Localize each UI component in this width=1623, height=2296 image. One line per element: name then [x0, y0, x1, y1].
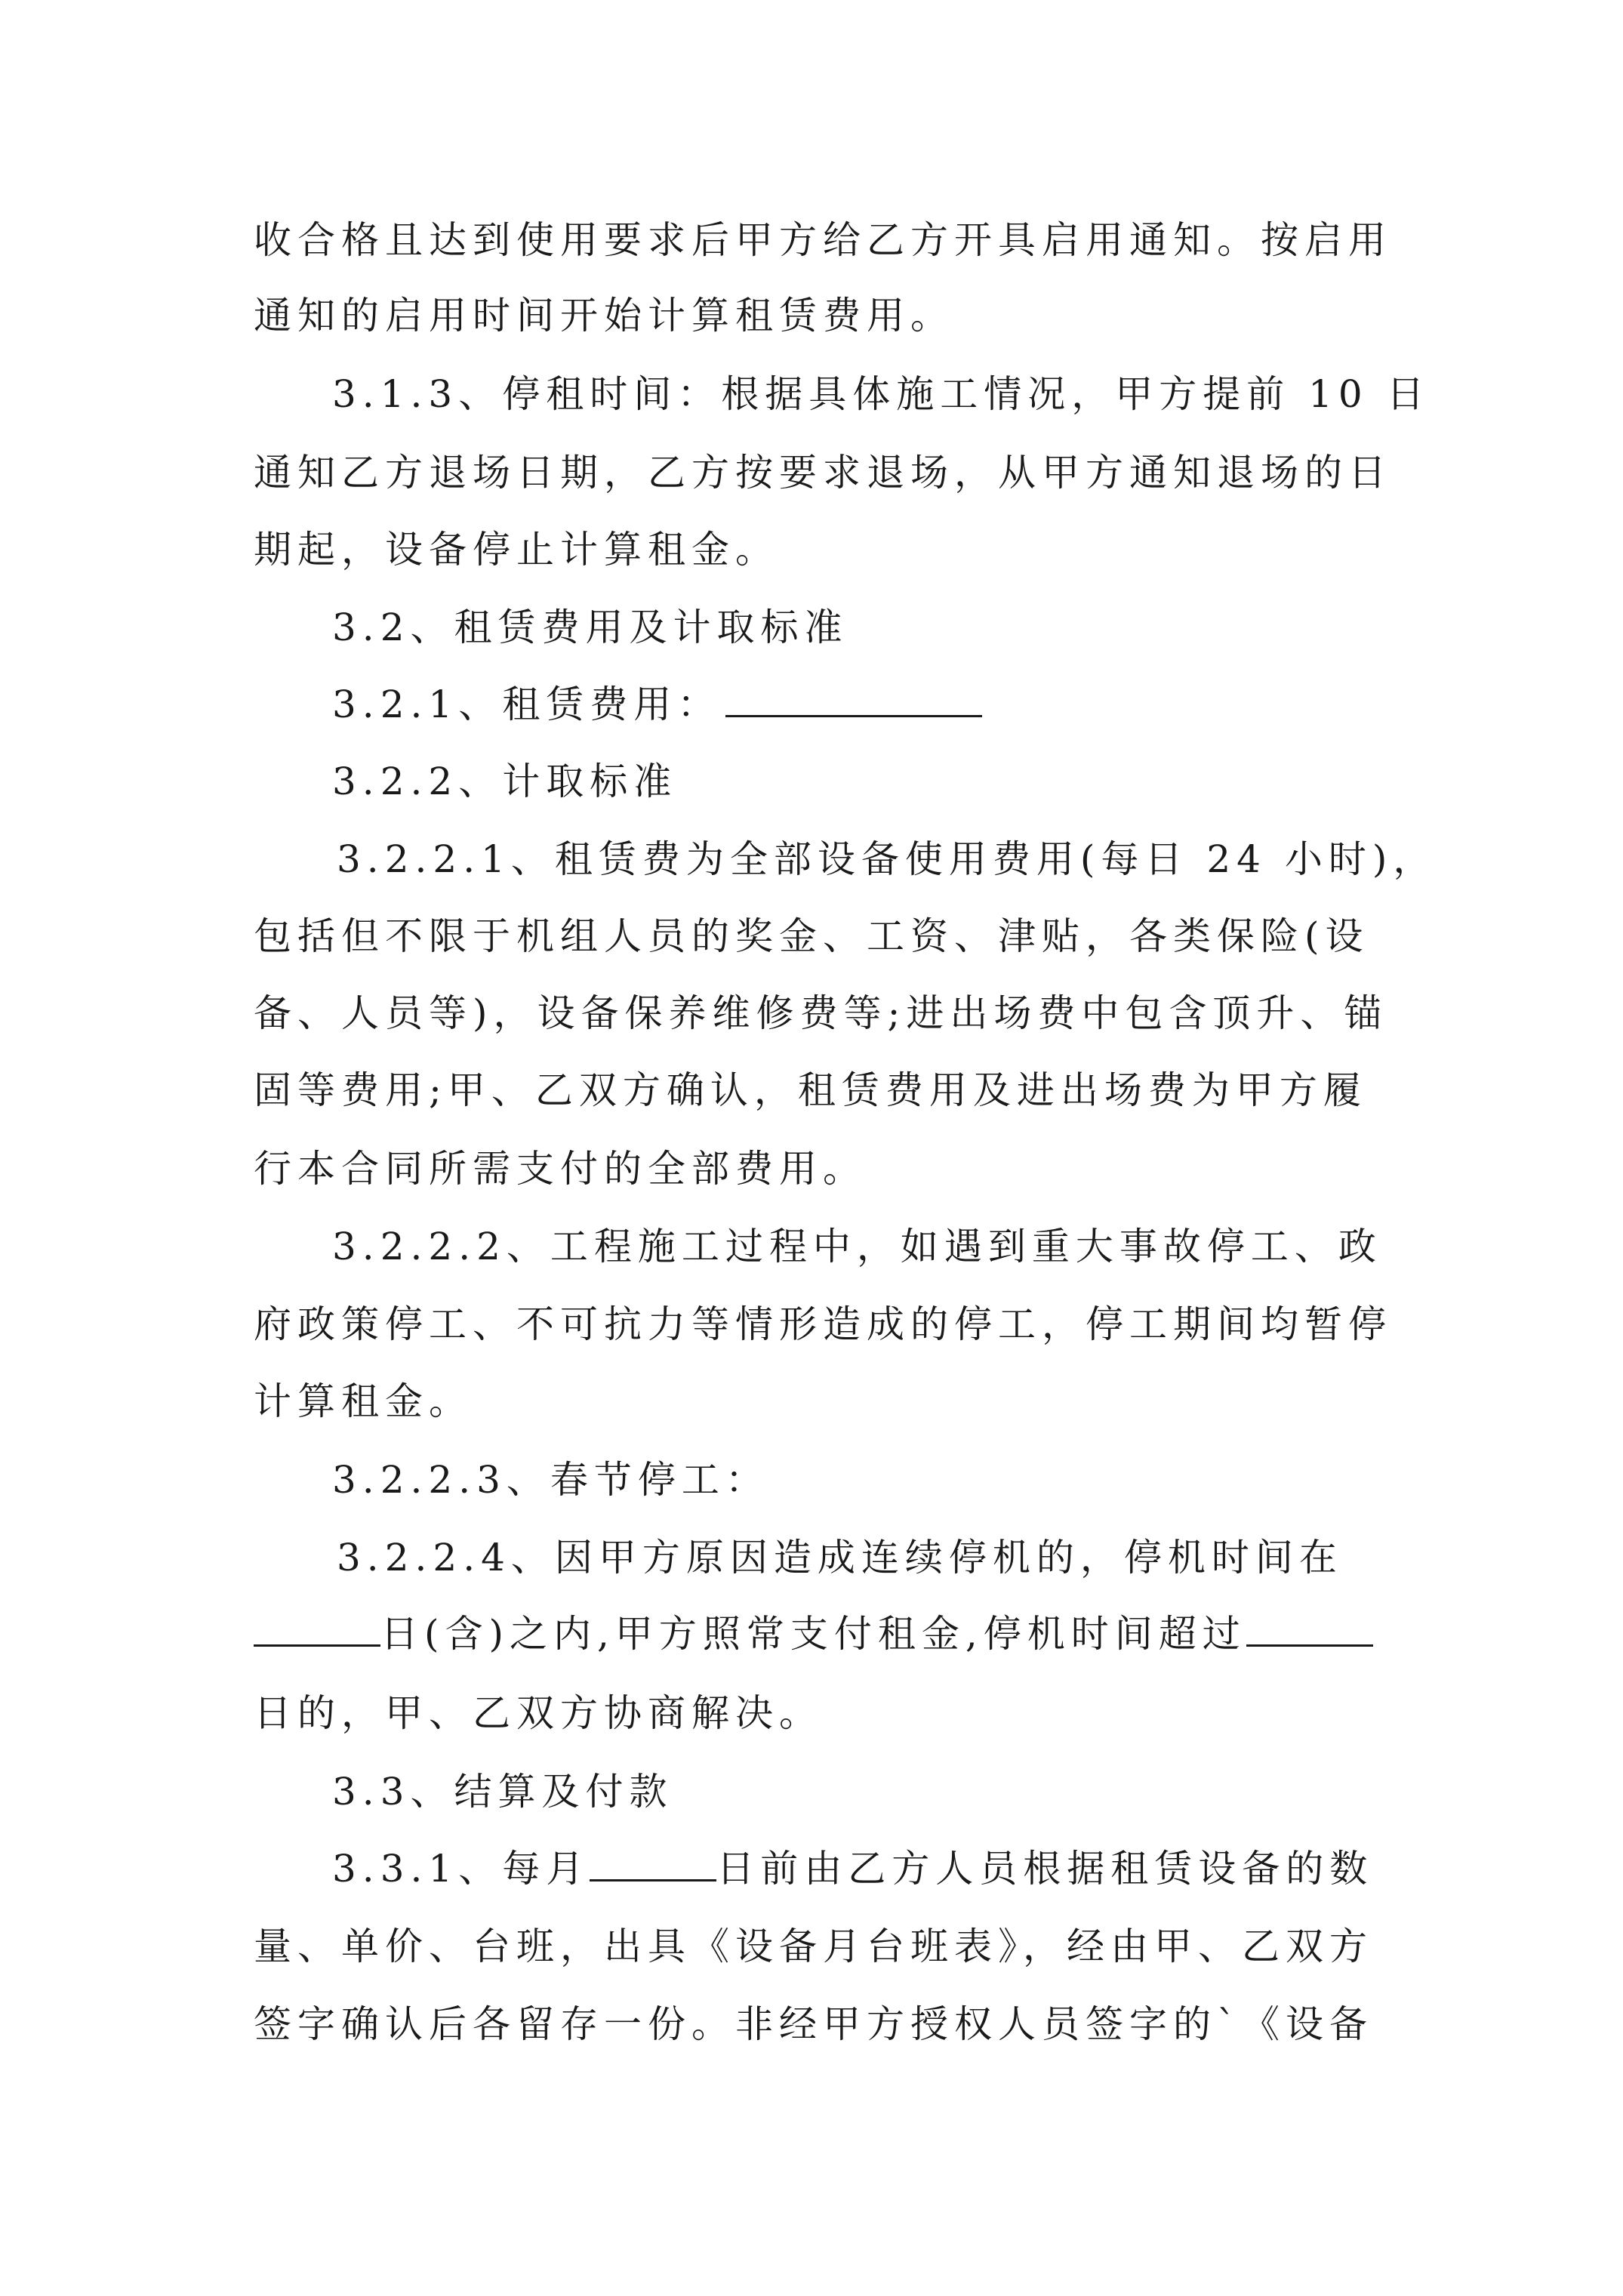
clause-3-2-1-label: 3.2.1、租赁费用：: [332, 683, 722, 726]
monthly-day-blank: [590, 1845, 716, 1881]
clause-3-2-2-3: 3.2.2.3、春节停工：: [332, 1458, 769, 1502]
section-3-2-heading: 3.2、租赁费用及计取标准: [332, 606, 848, 649]
clause-3-2-2-4: 3.2.2.4、因甲方原因造成连续停机的，停机时间在: [337, 1536, 1343, 1579]
paragraph-line: [254, 1607, 1373, 1660]
paragraph-line: 量、单价、台班，出具《设备月台班表》，经由甲、乙双方: [254, 1925, 1373, 1968]
paragraph-line: 计算租金。: [254, 1379, 473, 1423]
paragraph-line: 通知乙方退场日期，乙方按要求退场，从甲方通知退场的日: [254, 451, 1392, 495]
clause-3-2-1: [332, 678, 982, 731]
paragraph-line: 备、人员等)，设备保养维修费等;进出场费中包含顶升、锚: [254, 991, 1388, 1035]
paragraph-line: 固等费用;甲、乙双方确认，租赁费用及进出场费为甲方履: [254, 1068, 1367, 1112]
paragraph-line: 收合格且达到使用要求后甲方给乙方开具启用通知。按启用: [254, 218, 1392, 262]
clause-3-3-1: [332, 1842, 1373, 1895]
paragraph-text: 日前由乙方人员根据租赁设备的数: [716, 1847, 1374, 1891]
clause-3-2-2-2: 3.2.2.2、工程施工过程中，如遇到重大事故停工、政: [332, 1225, 1382, 1268]
clause-3-1-3: 3.1.3、停租时间：根据具体施工情况，甲方提前 10 日: [332, 372, 1431, 416]
paragraph-line: 签字确认后各留存一份。非经甲方授权人员签字的`《设备: [254, 2002, 1373, 2046]
paragraph-line: 府政策停工、不可抗力等情形造成的停工，停工期间均暂停: [254, 1302, 1392, 1346]
paragraph-line: 行本合同所需支付的全部费用。: [254, 1147, 867, 1191]
paragraph-line: 期起，设备停止计算租金。: [254, 528, 779, 572]
paragraph-line: 日的，甲、乙双方协商解决。: [254, 1691, 823, 1735]
stoppage-days-blank: [254, 1610, 380, 1647]
paragraph-line: 包括但不限于机组人员的奖金、工资、津贴，各类保险(设: [254, 914, 1369, 958]
rental-fee-blank: [725, 680, 982, 717]
clause-3-2-2: 3.2.2、计取标准: [332, 760, 678, 803]
paragraph-text: 日(含)之内,甲方照常支付租金,停机时间超过: [380, 1612, 1246, 1656]
stoppage-limit-blank: [1246, 1610, 1373, 1647]
section-3-3-heading: 3.3、结算及付款: [332, 1770, 673, 1814]
paragraph-line: 通知的启用时间开始计算租赁费用。: [254, 294, 954, 337]
clause-3-3-1-label: 3.3.1、每月: [332, 1847, 590, 1891]
clause-3-2-2-1: 3.2.2.1、租赁费为全部设备使用费用(每日 24 小时)，: [337, 837, 1437, 881]
